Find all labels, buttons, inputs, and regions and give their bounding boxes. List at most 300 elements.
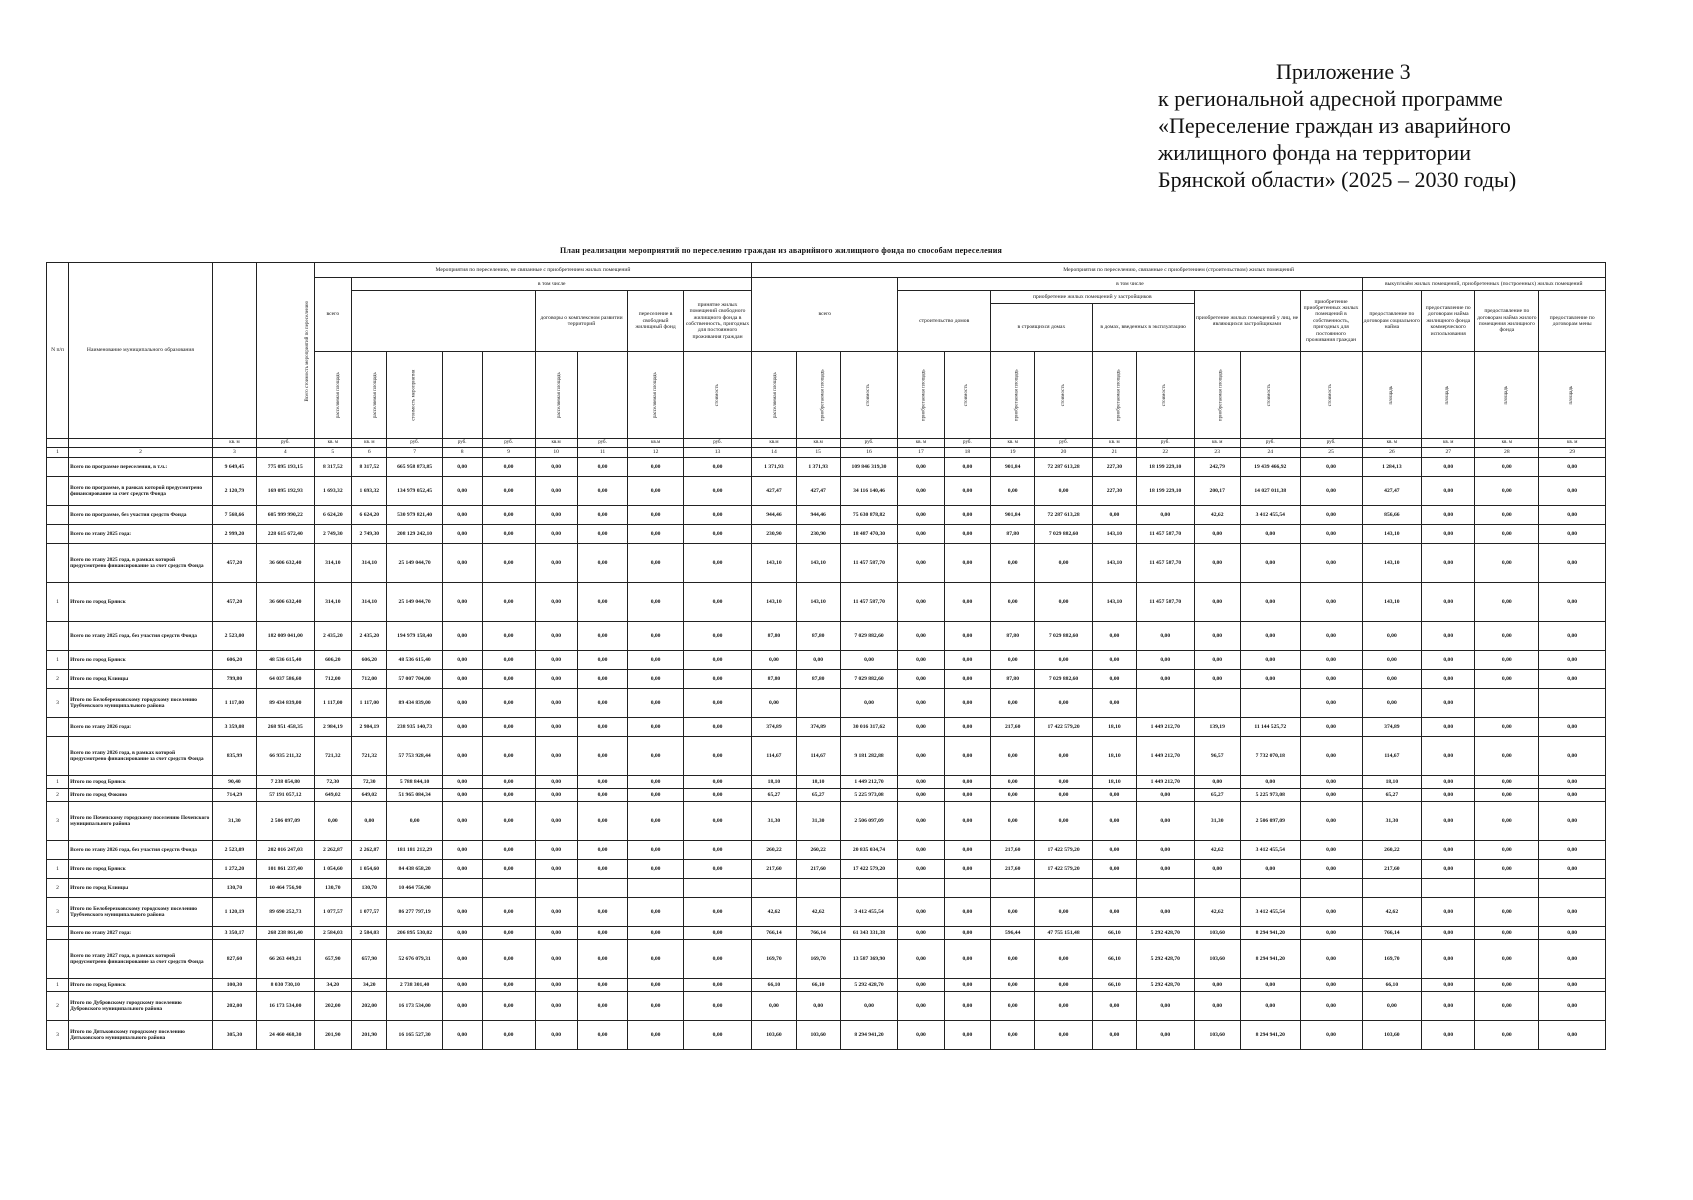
value-cell: 0,00	[577, 622, 628, 651]
header-soc-naim: предоставление по договорам социального найма	[1362, 291, 1422, 352]
table-row	[47, 525, 1606, 544]
value-cell: 1 272,20	[212, 860, 256, 879]
value-cell: 0,00	[535, 841, 577, 860]
value-cell: 2 738 301,40	[387, 979, 442, 992]
value-cell: 0,00	[577, 718, 628, 737]
column-number-cell: 22	[1137, 448, 1194, 458]
value-cell: 96,57	[1194, 737, 1240, 776]
column-number-cell: 6	[352, 448, 387, 458]
municipality-name: Всего по этапу 2025 года:	[69, 525, 213, 544]
column-number-cell: 18	[944, 448, 990, 458]
value-cell: 0,00	[1475, 525, 1539, 544]
value-cell: 0,00	[1194, 860, 1240, 879]
header-col29: площадь	[1539, 352, 1606, 439]
value-cell: 87,80	[796, 622, 840, 651]
value-cell: 72,30	[314, 776, 352, 789]
value-cell: 61 343 331,38	[840, 927, 897, 940]
value-cell: 0,00	[482, 802, 535, 841]
value-cell: 7 029 882,60	[1035, 622, 1092, 651]
value-cell: 8 294 941,20	[1240, 940, 1300, 979]
value-cell: 0,00	[683, 927, 752, 940]
value-cell: 835,99	[212, 737, 256, 776]
value-cell: 1 117,00	[352, 689, 387, 718]
value-cell	[442, 879, 482, 898]
municipality-name: Итого по Белоберезковскому городскому поселению Трубчевского муниципального района	[69, 689, 213, 718]
row-number: 2	[47, 670, 69, 689]
value-cell: 1 117,00	[212, 689, 256, 718]
column-number-cell: 27	[1422, 448, 1475, 458]
value-cell: 0,00	[535, 506, 577, 525]
value-cell: 0,00	[1300, 841, 1362, 860]
value-cell: 0,00	[442, 670, 482, 689]
table-row	[47, 898, 1606, 927]
column-number-cell: 24	[1240, 448, 1300, 458]
municipality-name: Всего по этапу 2025 года, без участия средств Фонда	[69, 622, 213, 651]
value-cell: 0,00	[482, 458, 535, 477]
column-number-cell: 10	[535, 448, 577, 458]
value-cell: 202,00	[352, 992, 387, 1021]
table-body	[47, 458, 1606, 1050]
value-cell: 0,00	[442, 718, 482, 737]
value-cell: 0,00	[1137, 651, 1194, 670]
value-cell: 0,00	[442, 583, 482, 622]
value-cell: 0,00	[1300, 544, 1362, 583]
row-number	[47, 544, 69, 583]
municipality-name: Всего по программе переселения, в т.ч.:	[69, 458, 213, 477]
value-cell: 766,14	[1362, 927, 1422, 940]
value-cell: 0,00	[1035, 651, 1092, 670]
value-cell: 3 412 455,54	[1240, 506, 1300, 525]
value-cell: 0,00	[535, 927, 577, 940]
value-cell: 0,00	[1422, 927, 1475, 940]
value-cell: 0,00	[1035, 689, 1092, 718]
value-cell: 606,20	[352, 651, 387, 670]
value-cell: 657,90	[352, 940, 387, 979]
value-cell: 89 690 252,73	[257, 898, 314, 927]
value-cell: 1 371,93	[796, 458, 840, 477]
value-cell: 0,00	[1475, 583, 1539, 622]
value-cell: 0,00	[1300, 506, 1362, 525]
value-cell: 0,00	[628, 651, 683, 670]
header-col18: стоимость	[944, 352, 990, 439]
value-cell: 0,00	[628, 689, 683, 718]
value-cell: 0,00	[1539, 670, 1606, 689]
value-cell: 0,00	[482, 898, 535, 927]
unit-cell: руб.	[482, 439, 535, 448]
value-cell: 0,00	[898, 689, 944, 718]
value-cell: 827,60	[212, 940, 256, 979]
value-cell: 18 199 229,10	[1137, 477, 1194, 506]
value-cell: 87,80	[991, 670, 1035, 689]
value-cell: 100,30	[212, 979, 256, 992]
value-cell: 217,60	[1362, 860, 1422, 879]
header-col19: приобретаемая площадь	[991, 352, 1035, 439]
value-cell: 0,00	[898, 477, 944, 506]
value-cell: 194 979 158,40	[387, 622, 442, 651]
value-cell: 0,00	[577, 927, 628, 940]
value-cell: 0,00	[1300, 689, 1362, 718]
column-number-cell: 23	[1194, 448, 1240, 458]
value-cell: 103,60	[1194, 940, 1240, 979]
value-cell: 0,00	[535, 670, 577, 689]
value-cell: 242,79	[1194, 458, 1240, 477]
value-cell	[1137, 689, 1194, 718]
value-cell: 8 030 730,10	[257, 979, 314, 992]
value-cell: 0,00	[1475, 841, 1539, 860]
header-col26: площадь	[1362, 352, 1422, 439]
table-row	[47, 651, 1606, 670]
value-cell: 0,00	[1422, 737, 1475, 776]
value-cell: 202,00	[314, 992, 352, 1021]
value-cell: 0,00	[1240, 525, 1300, 544]
value-cell: 0,00	[1300, 802, 1362, 841]
table-row	[47, 670, 1606, 689]
value-cell: 0,00	[1422, 898, 1475, 927]
value-cell	[1475, 879, 1539, 898]
value-cell: 230,90	[796, 525, 840, 544]
value-cell: 1 077,57	[352, 898, 387, 927]
value-cell: 0,00	[1035, 583, 1092, 622]
value-cell: 0,00	[1194, 544, 1240, 583]
row-number	[47, 477, 69, 506]
value-cell: 0,00	[944, 458, 990, 477]
value-cell: 712,00	[352, 670, 387, 689]
value-cell: 0,00	[898, 927, 944, 940]
value-cell: 130,70	[352, 879, 387, 898]
value-cell: 0,00	[628, 841, 683, 860]
value-cell: 8 317,52	[314, 458, 352, 477]
value-cell: 66,10	[752, 979, 796, 992]
value-cell: 0,00	[1092, 860, 1136, 879]
value-cell: 0,00	[840, 689, 897, 718]
value-cell: 114,67	[1362, 737, 1422, 776]
unit-cell: руб.	[1035, 439, 1092, 448]
value-cell: 0,00	[1035, 737, 1092, 776]
value-cell: 427,47	[1362, 477, 1422, 506]
header-municipality: Наименование муниципального образования	[69, 263, 213, 439]
value-cell: 0,00	[535, 979, 577, 992]
header-col27: площадь	[1422, 352, 1475, 439]
value-cell: 0,00	[944, 776, 990, 789]
value-cell: 0,00	[628, 927, 683, 940]
value-cell: 0,00	[482, 1021, 535, 1050]
table-row	[47, 622, 1606, 651]
value-cell: 5 788 844,10	[387, 776, 442, 789]
value-cell: 0,00	[442, 979, 482, 992]
value-cell: 0,00	[683, 841, 752, 860]
value-cell: 201,90	[314, 1021, 352, 1050]
value-cell: 169,70	[752, 940, 796, 979]
value-cell: 2 262,87	[314, 841, 352, 860]
header-col7: стоимость мероприятия	[387, 352, 442, 439]
municipality-name: Итого по город Брянск	[69, 776, 213, 789]
value-cell: 0,00	[1137, 506, 1194, 525]
value-cell: 0,00	[683, 940, 752, 979]
column-number-cell: 13	[683, 448, 752, 458]
value-cell: 0,00	[944, 544, 990, 583]
value-cell: 0,00	[683, 622, 752, 651]
appendix-line-4: жилищного фонда на территории	[1158, 140, 1471, 165]
value-cell: 0,00	[535, 789, 577, 802]
value-cell: 0,00	[1539, 979, 1606, 992]
value-cell: 0,00	[1475, 789, 1539, 802]
value-cell: 0,00	[898, 841, 944, 860]
column-number-cell: 7	[387, 448, 442, 458]
value-cell	[577, 879, 628, 898]
value-cell: 139,19	[1194, 718, 1240, 737]
value-cell: 0,00	[683, 802, 752, 841]
value-cell: 0,00	[442, 1021, 482, 1050]
value-cell: 18,10	[1092, 718, 1136, 737]
value-cell: 7 732 070,18	[1240, 737, 1300, 776]
unit-cell: кв.м	[796, 439, 840, 448]
value-cell: 143,10	[752, 583, 796, 622]
table-row	[47, 776, 1606, 789]
value-cell: 0,00	[442, 689, 482, 718]
value-cell: 0,00	[1422, 860, 1475, 879]
value-cell: 0,00	[482, 737, 535, 776]
value-cell	[683, 879, 752, 898]
value-cell: 0,00	[1137, 802, 1194, 841]
unit-cell: кв. м	[1539, 439, 1606, 448]
value-cell: 0,00	[535, 718, 577, 737]
value-cell: 2 120,79	[212, 477, 256, 506]
value-cell: 0,00	[628, 789, 683, 802]
value-cell: 17 422 579,20	[840, 860, 897, 879]
header-svobodny-fond: переселение в свободный жилищный фонд	[628, 291, 683, 352]
column-number-cell: 29	[1539, 448, 1606, 458]
header-group-acquisition: Мероприятия по переселению, связанные с приобретением (строительством) жилых помещений	[752, 263, 1606, 278]
value-cell: 0,00	[577, 506, 628, 525]
table-row	[47, 841, 1606, 860]
unit-cell: руб.	[387, 439, 442, 448]
value-cell: 0,00	[898, 940, 944, 979]
value-cell: 227,30	[1092, 477, 1136, 506]
value-cell: 712,00	[314, 670, 352, 689]
value-cell: 8 294 941,20	[840, 1021, 897, 1050]
value-cell: 0,00	[796, 992, 840, 1021]
value-cell: 0,00	[898, 860, 944, 879]
value-cell: 7 029 882,60	[840, 670, 897, 689]
value-cell: 0,00	[991, 544, 1035, 583]
value-cell: 66 935 211,32	[257, 737, 314, 776]
value-cell: 0,00	[628, 737, 683, 776]
value-cell: 0,00	[482, 622, 535, 651]
value-cell	[1539, 689, 1606, 718]
value-cell: 0,00	[1194, 670, 1240, 689]
header-col9	[482, 352, 535, 439]
value-cell: 0,00	[535, 622, 577, 651]
value-cell: 0,00	[898, 776, 944, 789]
value-cell: 0,00	[683, 737, 752, 776]
value-cell: 314,10	[352, 544, 387, 583]
header-naim-komm: предоставление по договорам найма жилищного фонда коммерческого использования	[1422, 291, 1475, 352]
value-cell: 1 371,93	[752, 458, 796, 477]
value-cell: 0,00	[1539, 898, 1606, 927]
value-cell: 143,10	[1092, 525, 1136, 544]
value-cell: 0,00	[1422, 651, 1475, 670]
column-number-cell: 1	[47, 448, 69, 458]
value-cell: 0,00	[898, 718, 944, 737]
table-row	[47, 1021, 1606, 1050]
value-cell: 72 287 613,28	[1035, 458, 1092, 477]
value-cell: 0,00	[1475, 860, 1539, 879]
row-number	[47, 841, 69, 860]
row-number	[47, 718, 69, 737]
value-cell: 0,00	[535, 477, 577, 506]
value-cell: 0,00	[1300, 458, 1362, 477]
value-cell: 0,00	[1422, 583, 1475, 622]
table-row	[47, 879, 1606, 898]
value-cell: 0,00	[1422, 789, 1475, 802]
value-cell: 3 412 455,54	[840, 898, 897, 927]
value-cell: 0,00	[628, 525, 683, 544]
value-cell	[1362, 879, 1422, 898]
value-cell: 0,00	[1475, 802, 1539, 841]
value-cell: 42,62	[1194, 841, 1240, 860]
value-cell: 103,60	[1194, 1021, 1240, 1050]
value-cell: 0,00	[840, 651, 897, 670]
value-cell: 1 693,32	[352, 477, 387, 506]
value-cell: 0,00	[898, 525, 944, 544]
header-col17: приобретаемая площадь	[898, 352, 944, 439]
value-cell: 0,00	[577, 841, 628, 860]
value-cell: 101 861 237,40	[257, 860, 314, 879]
value-cell: 2 749,30	[314, 525, 352, 544]
value-cell: 16 173 534,00	[257, 992, 314, 1021]
value-cell: 0,00	[1475, 940, 1539, 979]
value-cell: 57 191 057,12	[257, 789, 314, 802]
value-cell: 0,00	[1422, 841, 1475, 860]
value-cell: 0,00	[1300, 670, 1362, 689]
value-cell: 0,00	[1422, 458, 1475, 477]
value-cell: 72 287 613,28	[1035, 506, 1092, 525]
value-cell: 0,00	[577, 992, 628, 1021]
value-cell: 0,00	[1539, 651, 1606, 670]
header-num: N п/п	[47, 263, 69, 439]
value-cell: 0,00	[1422, 776, 1475, 789]
column-number-cell: 2	[69, 448, 213, 458]
value-cell: 0,00	[442, 940, 482, 979]
value-cell: 0,00	[535, 898, 577, 927]
value-cell: 0,00	[1475, 992, 1539, 1021]
value-cell	[898, 879, 944, 898]
header-dogovor-krt: договоры о комплексном развитии территорий	[535, 291, 628, 352]
value-cell: 2 523,00	[212, 622, 256, 651]
value-cell: 30 016 317,62	[840, 718, 897, 737]
value-cell	[1539, 879, 1606, 898]
value-cell: 1 693,32	[314, 477, 352, 506]
value-cell: 0,00	[1240, 860, 1300, 879]
value-cell: 0,00	[796, 651, 840, 670]
row-number: 1	[47, 651, 69, 670]
value-cell: 374,89	[1362, 718, 1422, 737]
value-cell: 217,60	[991, 841, 1035, 860]
value-cell: 0,00	[1035, 544, 1092, 583]
value-cell: 0,00	[482, 940, 535, 979]
value-cell: 0,00	[1300, 622, 1362, 651]
row-number: 3	[47, 1021, 69, 1050]
value-cell: 34,20	[352, 979, 387, 992]
value-cell: 17 422 579,20	[1035, 841, 1092, 860]
unit-cell: руб.	[840, 439, 897, 448]
value-cell: 0,00	[1240, 544, 1300, 583]
value-cell: 0,00	[752, 689, 796, 718]
value-cell: 103,60	[1194, 927, 1240, 940]
value-cell: 0,00	[442, 477, 482, 506]
header-total-area	[212, 263, 256, 439]
value-cell: 260,22	[1362, 841, 1422, 860]
value-cell: 0,00	[944, 841, 990, 860]
municipality-name: Всего по этапу 2027 года:	[69, 927, 213, 940]
value-cell: 52 676 079,31	[387, 940, 442, 979]
value-cell: 0,00	[1240, 583, 1300, 622]
value-cell: 9 649,45	[212, 458, 256, 477]
value-cell: 2 984,19	[352, 718, 387, 737]
value-cell: 17 422 579,20	[1035, 860, 1092, 879]
value-cell: 0,00	[1035, 477, 1092, 506]
value-cell: 0,00	[991, 940, 1035, 979]
value-cell: 0,00	[1300, 992, 1362, 1021]
header-col8	[442, 352, 482, 439]
value-cell: 36 606 632,40	[257, 583, 314, 622]
value-cell	[1300, 879, 1362, 898]
header-in-that-number: в том числе	[352, 278, 752, 291]
value-cell: 0,00	[944, 1021, 990, 1050]
value-cell: 0,00	[442, 860, 482, 879]
value-cell: 66,10	[796, 979, 840, 992]
value-cell: 11 457 587,70	[1137, 544, 1194, 583]
row-number	[47, 737, 69, 776]
value-cell: 0,00	[1539, 544, 1606, 583]
value-cell: 57 753 928,44	[387, 737, 442, 776]
value-cell: 0,00	[628, 940, 683, 979]
value-cell: 0,00	[535, 544, 577, 583]
value-cell: 0,00	[535, 583, 577, 622]
value-cell: 0,00	[1035, 992, 1092, 1021]
value-cell: 13 587 369,90	[840, 940, 897, 979]
value-cell: 0,00	[482, 544, 535, 583]
value-cell: 0,00	[1539, 1021, 1606, 1050]
value-cell: 2 984,19	[314, 718, 352, 737]
value-cell: 181 181 212,29	[387, 841, 442, 860]
unit-cell: кв.м	[535, 439, 577, 448]
value-cell: 18,10	[752, 776, 796, 789]
value-cell: 0,00	[1300, 525, 1362, 544]
value-cell: 775 095 193,15	[257, 458, 314, 477]
value-cell: 0,00	[1092, 789, 1136, 802]
value-cell: 0,00	[1300, 737, 1362, 776]
value-cell: 0,00	[1422, 979, 1475, 992]
value-cell: 0,00	[683, 992, 752, 1021]
value-cell: 143,10	[1362, 544, 1422, 583]
value-cell: 0,00	[898, 802, 944, 841]
value-cell: 0,00	[840, 992, 897, 1021]
column-number-cell: 26	[1362, 448, 1422, 458]
value-cell: 0,00	[442, 651, 482, 670]
value-cell: 87,80	[752, 622, 796, 651]
row-number: 2	[47, 789, 69, 802]
value-cell: 7 029 882,60	[1035, 525, 1092, 544]
header-col28: площадь	[1475, 352, 1539, 439]
value-cell: 11 457 587,70	[1137, 583, 1194, 622]
value-cell: 143,10	[752, 544, 796, 583]
column-number-cell: 8	[442, 448, 482, 458]
value-cell: 47 755 151,48	[1035, 927, 1092, 940]
value-cell: 0,00	[944, 506, 990, 525]
value-cell: 0,00	[482, 583, 535, 622]
value-cell: 0,00	[944, 860, 990, 879]
